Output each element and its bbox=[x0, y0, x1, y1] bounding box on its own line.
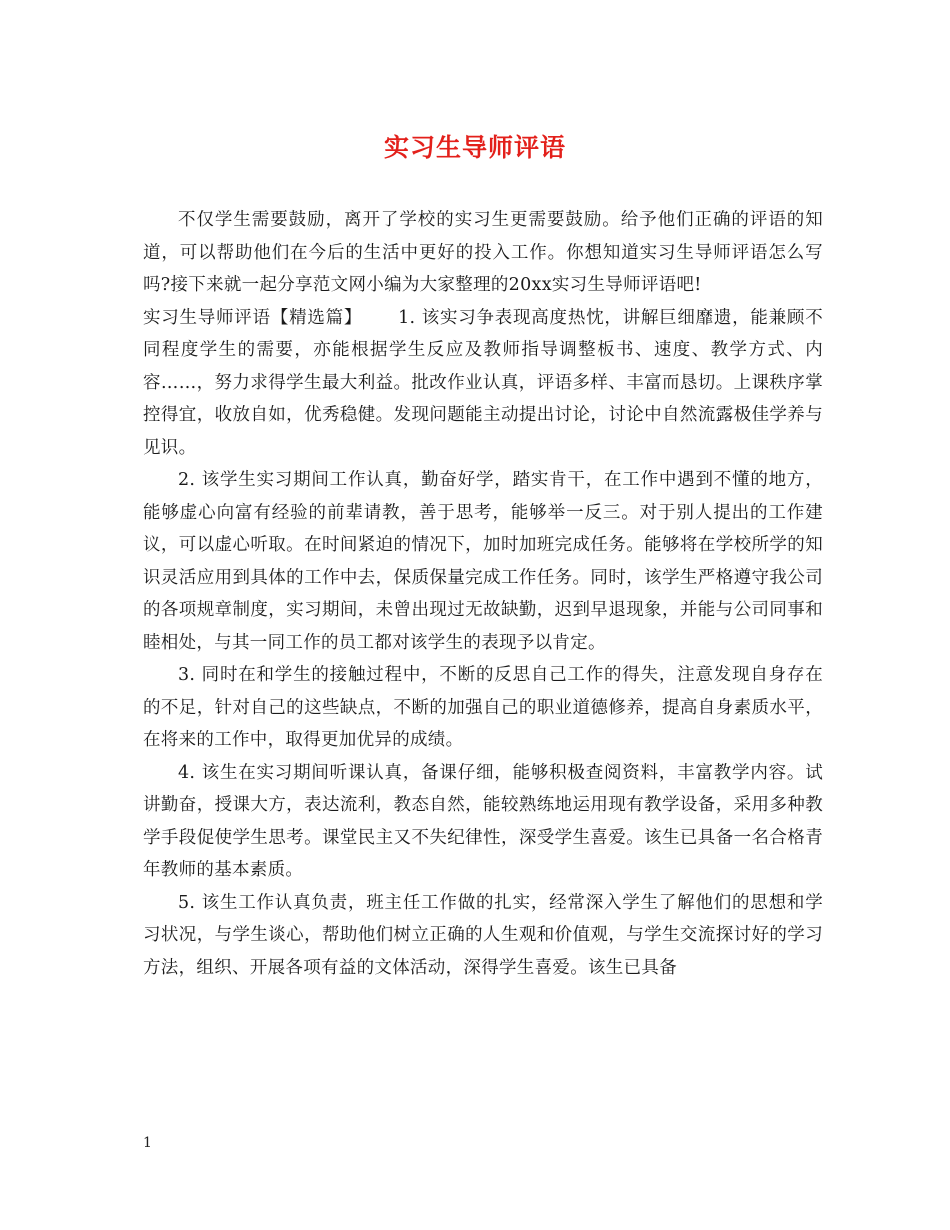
document-title: 实习生导师评语 bbox=[383, 133, 566, 162]
paragraph-4: 4. 该生在实习期间听课认真，备课仔细，能够积极查阅资料，丰富教学内容。试讲勤奋，授课大方，表达流利，教态自然，能较熟练地运用现有教学设备，采用多种教学手段促使学生思考。课堂民主又不失纪律性，深受学生喜爱。该生已具备一名合格青年教师的基本素质。 bbox=[143, 762, 823, 880]
section-paragraph-1 bbox=[143, 302, 823, 465]
section-heading: 实习生导师评语【精选篇】 bbox=[143, 307, 363, 328]
paragraph-1-text: 1. 该实习争表现高度热忱，讲解巨细靡遗，能兼顾不同程度学生的需要，亦能根据学生反应及教师指导调整板书、速度、教学方式、内容……，努力求得学生最大利益。批改作业认真，评语多样、丰富而恳切。上课秩序掌控得宜，收放自如，优秀稳健。发现问题能主动提出讨论，讨论中自然流露极佳学养与见识。 bbox=[143, 307, 823, 458]
intro-paragraph: 不仅学生需要鼓励，离开了学校的实习生更需要鼓励。给予他们正确的评语的知道，可以帮助他们在今后的生活中更好的投入工作。你想知道实习生导师评语怎么写吗?接下来就一起分享范文网小编为大家整理的20xx实习生导师评语吧! bbox=[143, 210, 823, 295]
paragraph-3: 3. 同时在和学生的接触过程中，不断的反思自己工作的得失，注意发现自身存在的不足，针对自己的这些缺点，不断的加强自己的职业道德修养，提高自身素质水平，在将来的工作中，取得更加优异的成绩。 bbox=[143, 665, 823, 750]
paragraph-2: 2. 该学生实习期间工作认真，勤奋好学，踏实肯干，在工作中遇到不懂的地方，能够虚心向富有经验的前辈请教，善于思考，能够举一反三。对于别人提出的工作建议，可以虚心听取。在时间紧迫的情况下，加时加班完成任务。能够将在学校所学的知识灵活应用到具体的工作中去，保质保量完成工作任务。同时，该学生严格遵守我公司的各项规章制度，实习期间，未曾出现过无故缺勤，迟到早退现象，并能与公司同事和睦相处，与其一同工作的员工都对该学生的表现予以肯定。 bbox=[143, 470, 823, 653]
document-body bbox=[143, 204, 823, 984]
page-number: 1 bbox=[143, 1135, 152, 1151]
paragraph-5: 5. 该生工作认真负责，班主任工作做的扎实，经常深入学生了解他们的思想和学习状况，与学生谈心，帮助他们树立正确的人生观和价值观，与学生交流探讨好的学习方法，组织、开展各项有益的文体活动，深得学生喜爱。该生已具备 bbox=[143, 892, 823, 978]
